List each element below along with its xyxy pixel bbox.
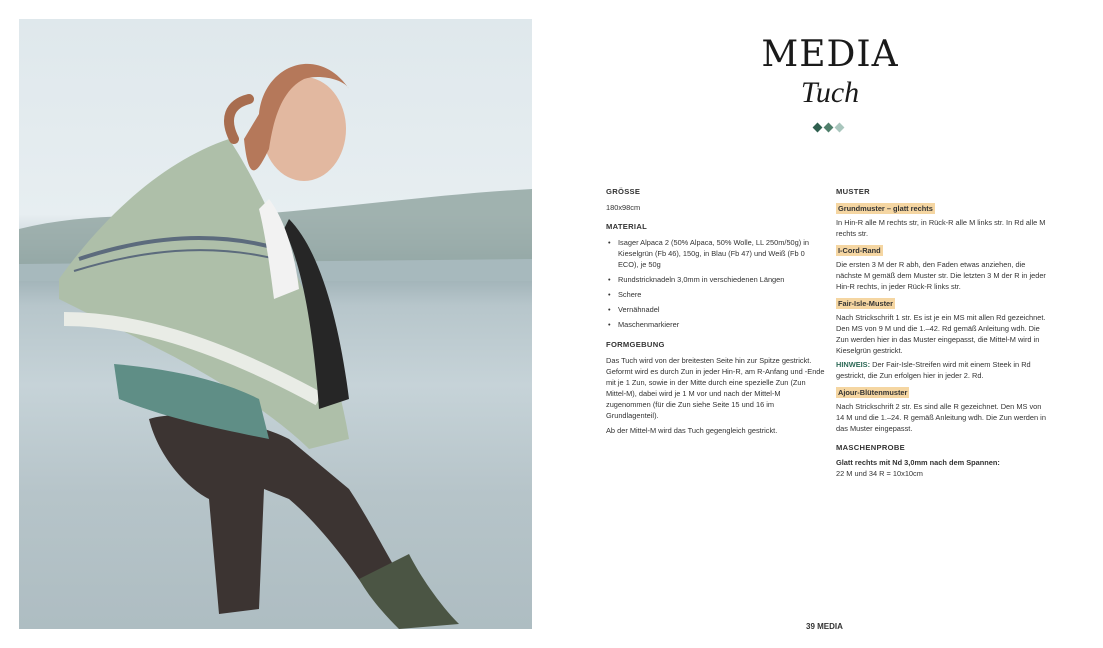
material-item: • Schere (606, 289, 826, 300)
muster-heading: MUSTER (836, 187, 870, 196)
material-heading: MATERIAL (606, 222, 648, 231)
diamond-icon (835, 123, 845, 133)
form-paragraph-2: Ab der Mittel-M wird das Tuch gegengleich gestrickt. (606, 426, 778, 435)
hint-text: Der Fair-Isle-Streifen wird mit einem Steek in Rd gestrickt, die Zun erfolgen hier in jeder 2. Rd. (836, 360, 1031, 380)
material-item: • Rundstricknadeln 3,0mm in verschiedenen Längen (606, 274, 826, 285)
photo-illustration (19, 19, 532, 629)
grundmuster-label: Grundmuster – glatt rechts (838, 204, 933, 213)
form-paragraph: Das Tuch wird von der breitesten Seite hin zur Spitze gestrickt. Geformt wird es durch Zun in jeder Hin-R, am R-Anfang und -Ende mit je 1 Zun, sowie in der Mitte durch eine spezielle Zun (Zun Mittel-M), dabei wird je 1 M vor und nach der Mittel-M zugenommen (für die Zun siehe Seite 15 und 16 im Grundlagenteil). (606, 356, 825, 420)
grundmuster-text: In Hin-R alle M rechts str, in Rück-R alle M links str. In Rd alle M rechts str. (836, 218, 1046, 238)
page-folio: 39 MEDIA (806, 622, 843, 631)
diamond-icon (824, 123, 834, 133)
diamond-ornament (812, 123, 848, 135)
material-item: • Vernähnadel (606, 304, 826, 315)
material-list (606, 237, 826, 330)
size-heading: GRÖSSE (606, 187, 641, 196)
material-item: • Isager Alpaca 2 (50% Alpaca, 50% Wolle, LL 250m/50g) in Kieselgrün (Fb 46), 150g, in Blau (Fb 47) und Weiß (Fb 0 ECO), je 50g (606, 237, 826, 270)
right-column (836, 186, 1050, 479)
pattern-subtitle: Tuch (800, 76, 860, 109)
icord-text: Die ersten 3 M der R abh, den Faden etwas anziehen, die nächste M gemäß dem Muster str. Die letzten 3 M der R in jeder Hin-R rechts, in jeder Rück-R links str. (836, 260, 1046, 291)
ajour-label: Ajour-Blütenmuster (838, 388, 908, 397)
diamond-icon (813, 123, 823, 133)
fair-isle-label: Fair-Isle-Muster (838, 299, 894, 308)
ajour-text: Nach Strickschrift 2 str. Es sind alle R gezeichnet. Den MS von 14 M und die 1.–24. R gemäß Anleitung wdh. Die Zun werden in das Muster eingepasst. (836, 402, 1046, 433)
pattern-title: MEDIA (761, 34, 899, 75)
probe-text: 22 M und 34 R = 10x10cm (836, 469, 923, 478)
hint-label: HINWEIS: (836, 360, 871, 369)
form-heading: FORMGEBUNG (606, 340, 665, 349)
material-item: • Maschenmarkierer (606, 319, 826, 330)
icord-label: I-Cord-Rand (838, 246, 881, 255)
fair-isle-text: Nach Strickschrift 1 str. Es ist je ein MS mit allen Rd gezeichnet. Den MS von 9 M und die 1.–42. Rd gemäß Anleitung wdh. Die Zun werden hier in das Muster eingepasst, die Mittel-M wird in Kieselgrün gestrickt. (836, 313, 1046, 355)
probe-bold: Glatt rechts mit Nd 3,0mm nach dem Spannen: (836, 458, 1000, 467)
left-column (606, 186, 826, 436)
photo-woman-with-shawl (19, 19, 532, 629)
hint-paragraph (836, 359, 1050, 381)
size-value: 180x98cm (606, 203, 641, 212)
probe-heading: MASCHENPROBE (836, 443, 905, 452)
